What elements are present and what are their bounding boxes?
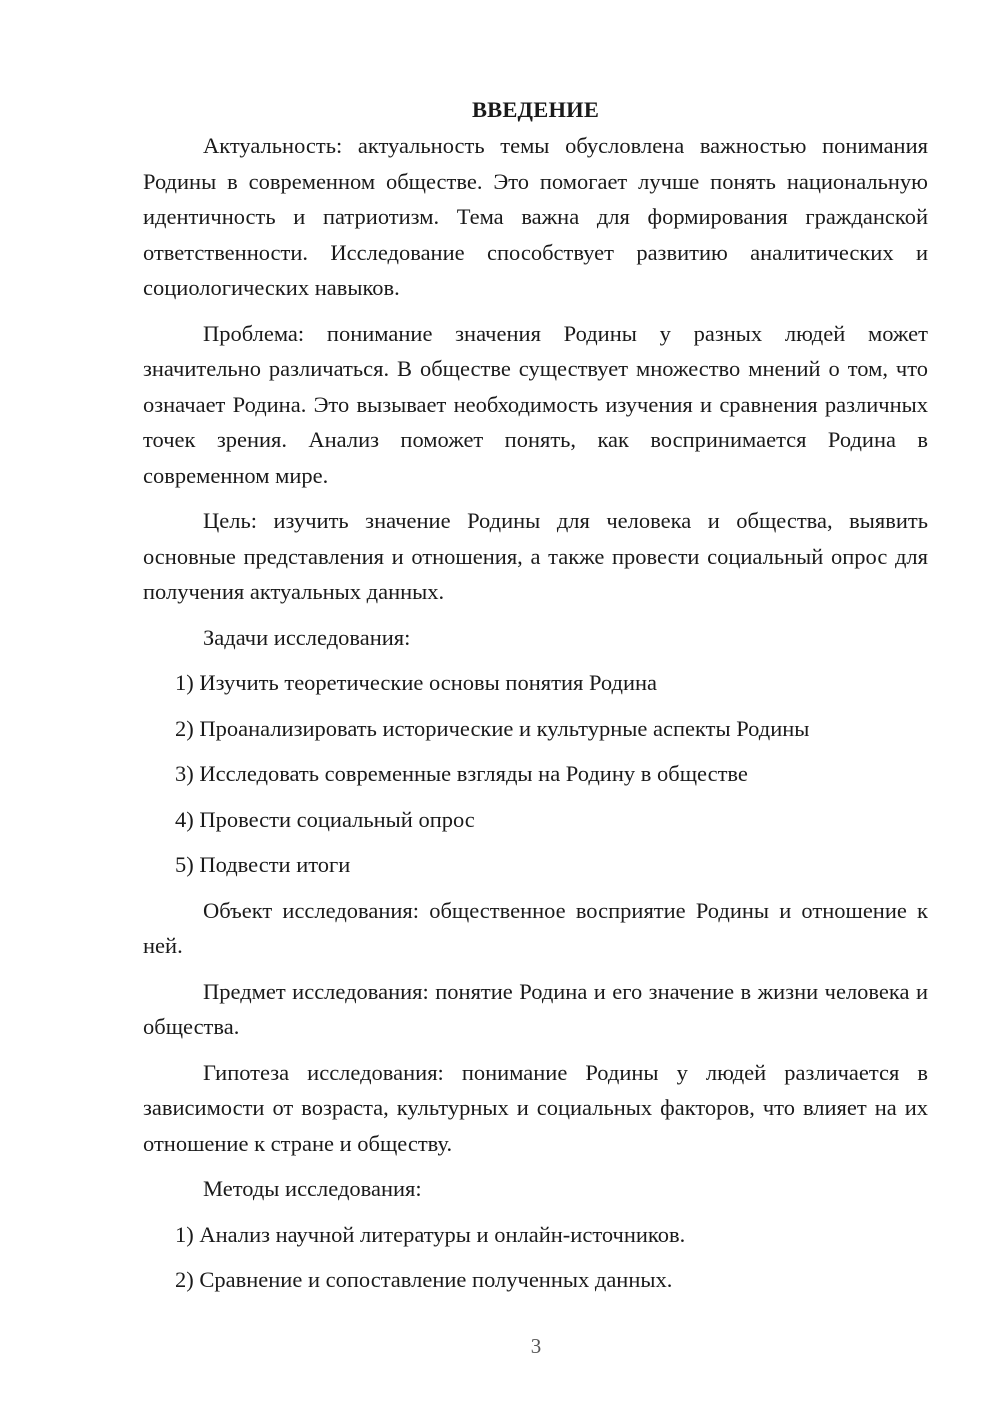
tasks-list: [143, 665, 928, 883]
list-item: 2) Проанализировать исторические и культурные аспекты Родины: [175, 715, 810, 741]
hypothesis-paragraph: Гипотеза исследования: понимание Родины у людей различается в зависимости от возраста, культурных и социальных факторов, что влияет на их отношение к стране и обществу.: [143, 1059, 928, 1156]
list-item: 5) Подвести итоги: [175, 852, 351, 877]
object-paragraph: Объект исследования: общественное восприятие Родины и отношение к ней.: [143, 897, 928, 958]
list-item: 2) Сравнение и сопоставление полученных данных.: [175, 1267, 673, 1292]
list-item: 4) Провести социальный опрос: [175, 806, 475, 832]
page-number: 3: [530, 1334, 542, 1358]
subject-paragraph: Предмет исследования: понятие Родина и его значение в жизни человека и общества.: [143, 978, 928, 1039]
page-title: ВВЕДЕНИЕ: [471, 97, 600, 122]
tasks-heading: Задачи исследования:: [203, 624, 411, 650]
methods-list: [143, 1217, 928, 1298]
relevance-paragraph: Актуальность: актуальность темы обусловлена важностью понимания Родины в современном обществе. Это помогает лучше понять национальную идентичность и патриотизм. Тема важна для формирования гражданской ответственности. Исследование способствует развитию аналитических и социологических навыков.: [143, 133, 928, 300]
list-item: 1) Анализ научной литературы и онлайн-источников.: [175, 1221, 686, 1247]
document-page: [143, 92, 928, 1308]
goal-paragraph: Цель: изучить значение Родины для человека и общества, выявить основные представления и отношения, а также провести социальный опрос для получения актуальных данных.: [143, 508, 928, 604]
problem-paragraph: Проблема: понимание значения Родины у разных людей может значительно различаться. В обществе существует множество мнений о том, что означает Родина. Это вызывает необходимость изучения и сравнения различных точек зрения. Анализ поможет понять, как воспринимается Родина в современном мире.: [143, 320, 928, 488]
list-item: 3) Исследовать современные взгляды на Родину в обществе: [175, 761, 748, 786]
methods-heading: Методы исследования:: [203, 1176, 422, 1201]
list-item: 1) Изучить теоретические основы понятия Родина: [175, 670, 658, 695]
